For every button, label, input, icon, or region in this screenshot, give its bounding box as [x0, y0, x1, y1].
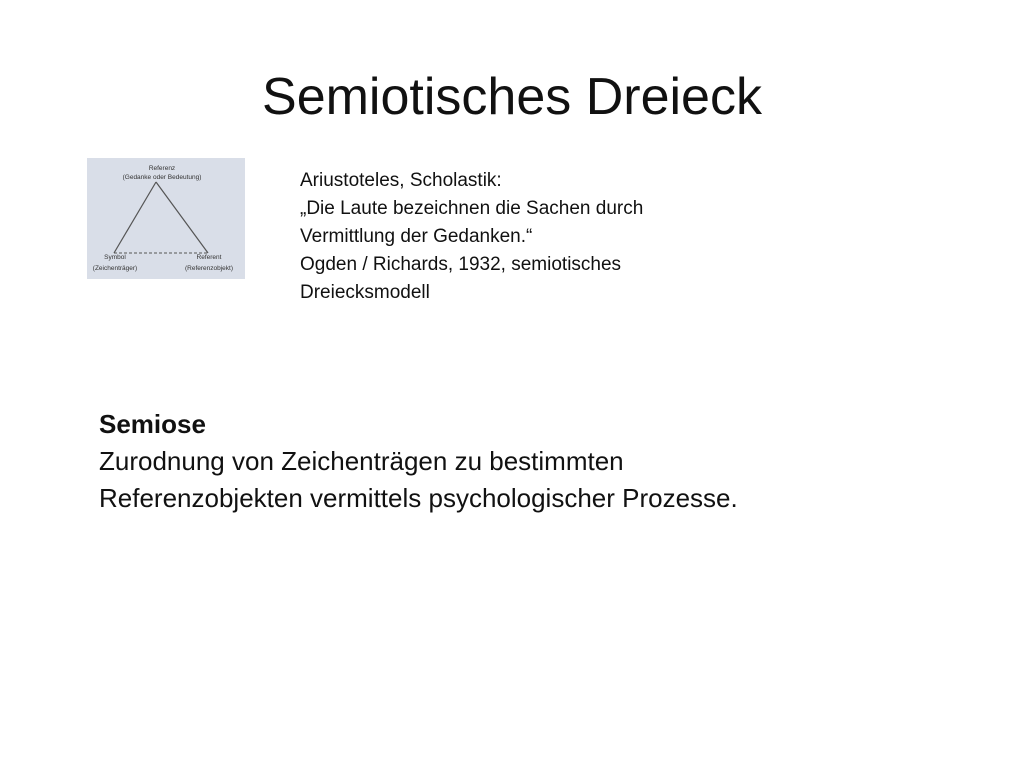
semiose-heading: Semiose [99, 409, 206, 439]
diagram-right-sublabel: (Referenzobjekt) [184, 265, 234, 272]
slide-title: Semiotisches Dreieck [262, 68, 762, 126]
triangle-right-side [156, 182, 208, 253]
diagram-top-sublabel: (Gedanke oder Bedeutung) [122, 174, 202, 181]
semiose-section [99, 406, 959, 517]
semiose-text-line: Zurodnung von Zeichenträgen zu bestimmten [99, 446, 624, 476]
side-note-line: Ariustoteles, Scholastik: [300, 170, 502, 191]
triangle-left-side [114, 182, 156, 253]
side-notes [300, 167, 760, 307]
diagram-left-sublabel: (Zeichenträger) [92, 265, 138, 272]
diagram-right-label: Referent [196, 254, 222, 261]
side-note-line: Ogden / Richards, 1932, semiotisches [300, 254, 622, 275]
semiotic-triangle-diagram [87, 158, 245, 279]
side-note-line: „Die Laute bezeichnen die Sachen durch [300, 198, 644, 219]
side-note-line: Vermittlung der Gedanken.“ [300, 226, 533, 247]
diagram-top-label: Referenz [148, 165, 176, 172]
diagram-left-label: Symbol [104, 254, 126, 261]
semiose-text-line: Referenzobjekten vermittels psychologischer Prozesse. [99, 483, 738, 513]
side-note-line: Dreiecksmodell [300, 282, 430, 303]
semiotic-triangle-svg [87, 158, 245, 279]
